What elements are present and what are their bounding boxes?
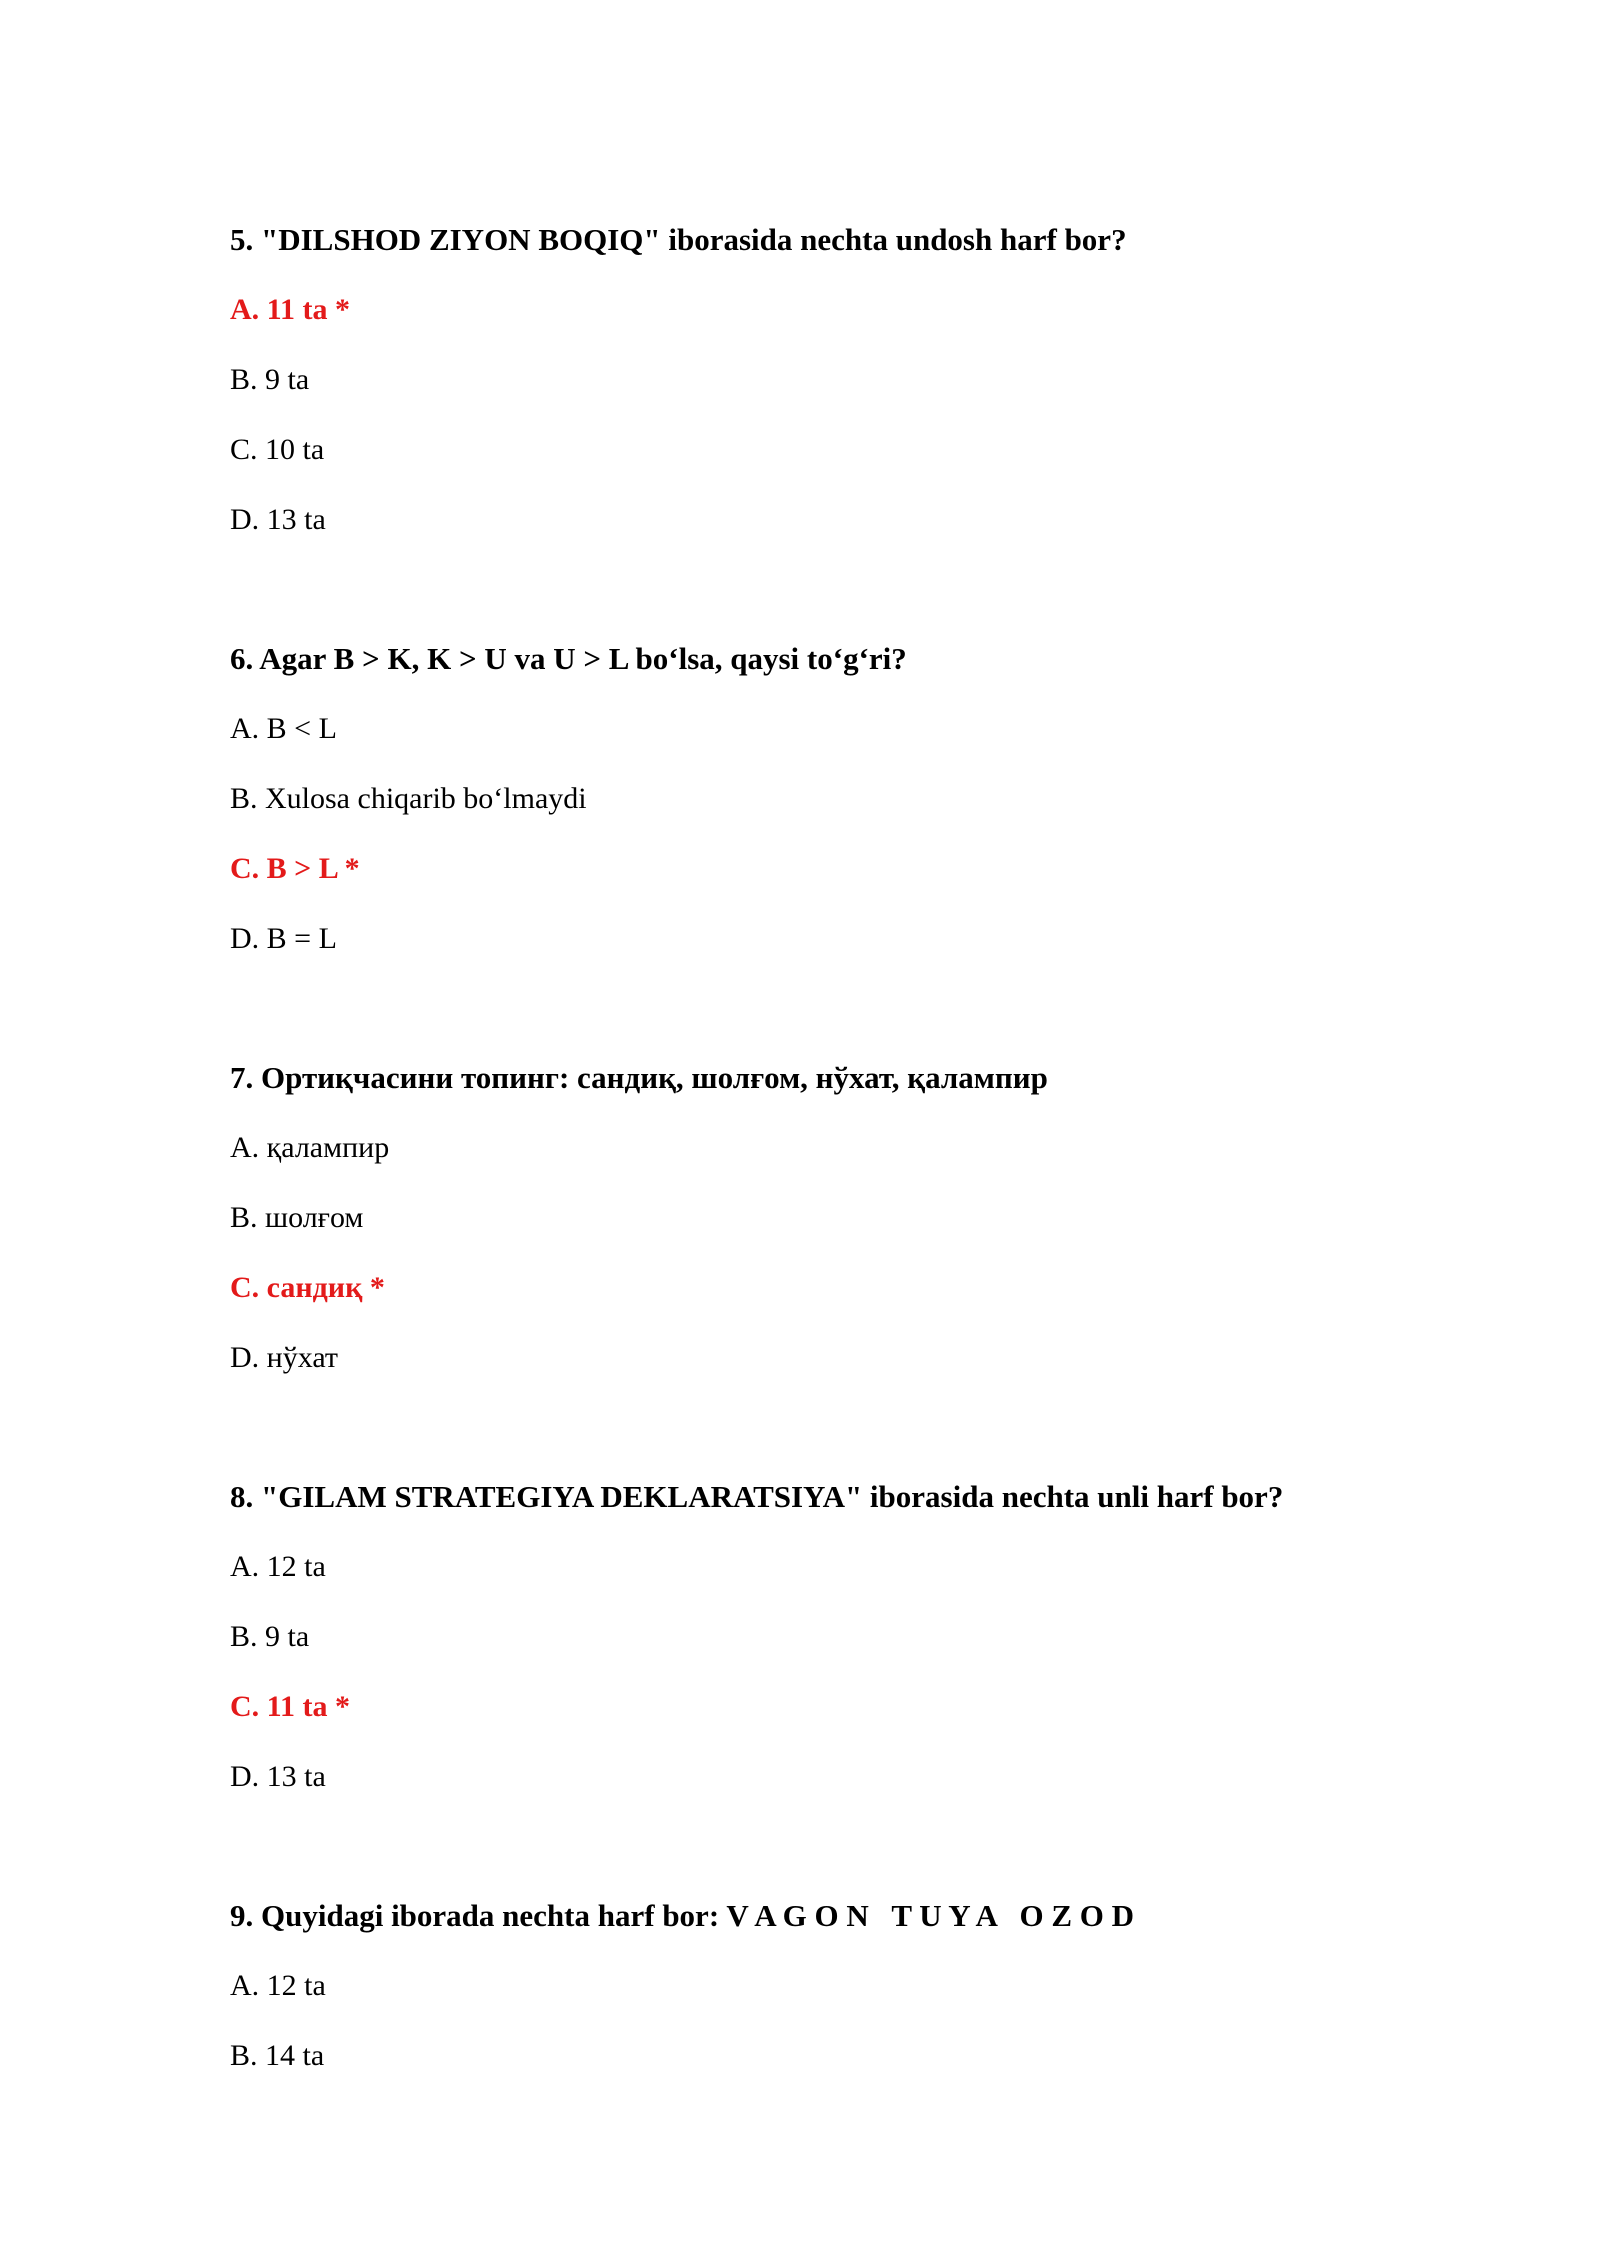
option-a: A. 12 ta: [230, 1550, 326, 1583]
option-b: B. 9 ta: [230, 1620, 310, 1653]
option-c: C. 10 ta: [230, 433, 325, 466]
option-d: D. нўхат: [230, 1341, 338, 1374]
option-b: B. 14 ta: [230, 2039, 325, 2072]
option-a: A. қалампир: [230, 1131, 390, 1164]
option-d: D. B = L: [230, 922, 337, 955]
question-7: [230, 1060, 1530, 1376]
option-c: C. сандиқ *: [230, 1271, 385, 1304]
option-b: B. шолғом: [230, 1201, 364, 1234]
option-a: A. 11 ta *: [230, 293, 350, 326]
option-c: C. B > L *: [230, 852, 360, 885]
option-d: D. 13 ta: [230, 1760, 326, 1793]
question-text: 8. "GILAM STRATEGIYA DEKLARATSIYA" iborasida nechta unli harf bor?: [230, 1479, 1284, 1514]
option-b: B. 9 ta: [230, 363, 310, 396]
question-9: [230, 1898, 1530, 2074]
question-text: 6. Agar B > K, K > U va U > L bo‘lsa, qaysi to‘g‘ri?: [230, 641, 907, 676]
option-a: A. B < L: [230, 712, 337, 745]
option-c: C. 11 ta *: [230, 1690, 350, 1723]
question-text: 7. Ортиқчасини топинг: сандиқ, шолғом, нўхат, қалампир: [230, 1060, 1048, 1095]
question-5: [230, 222, 1530, 538]
option-d: D. 13 ta: [230, 503, 326, 536]
question-text: 5. "DILSHOD ZIYON BOQIQ" iborasida nechta undosh harf bor?: [230, 222, 1127, 257]
option-b: B. Xulosa chiqarib bo‘lmaydi: [230, 782, 587, 815]
question-6: [230, 641, 1530, 957]
question-text: 9. Quyidagi iborada nechta harf bor: V A G O N T U Y A O Z O D: [230, 1898, 1135, 1933]
question-8: [230, 1479, 1530, 1795]
option-a: A. 12 ta: [230, 1969, 326, 2002]
